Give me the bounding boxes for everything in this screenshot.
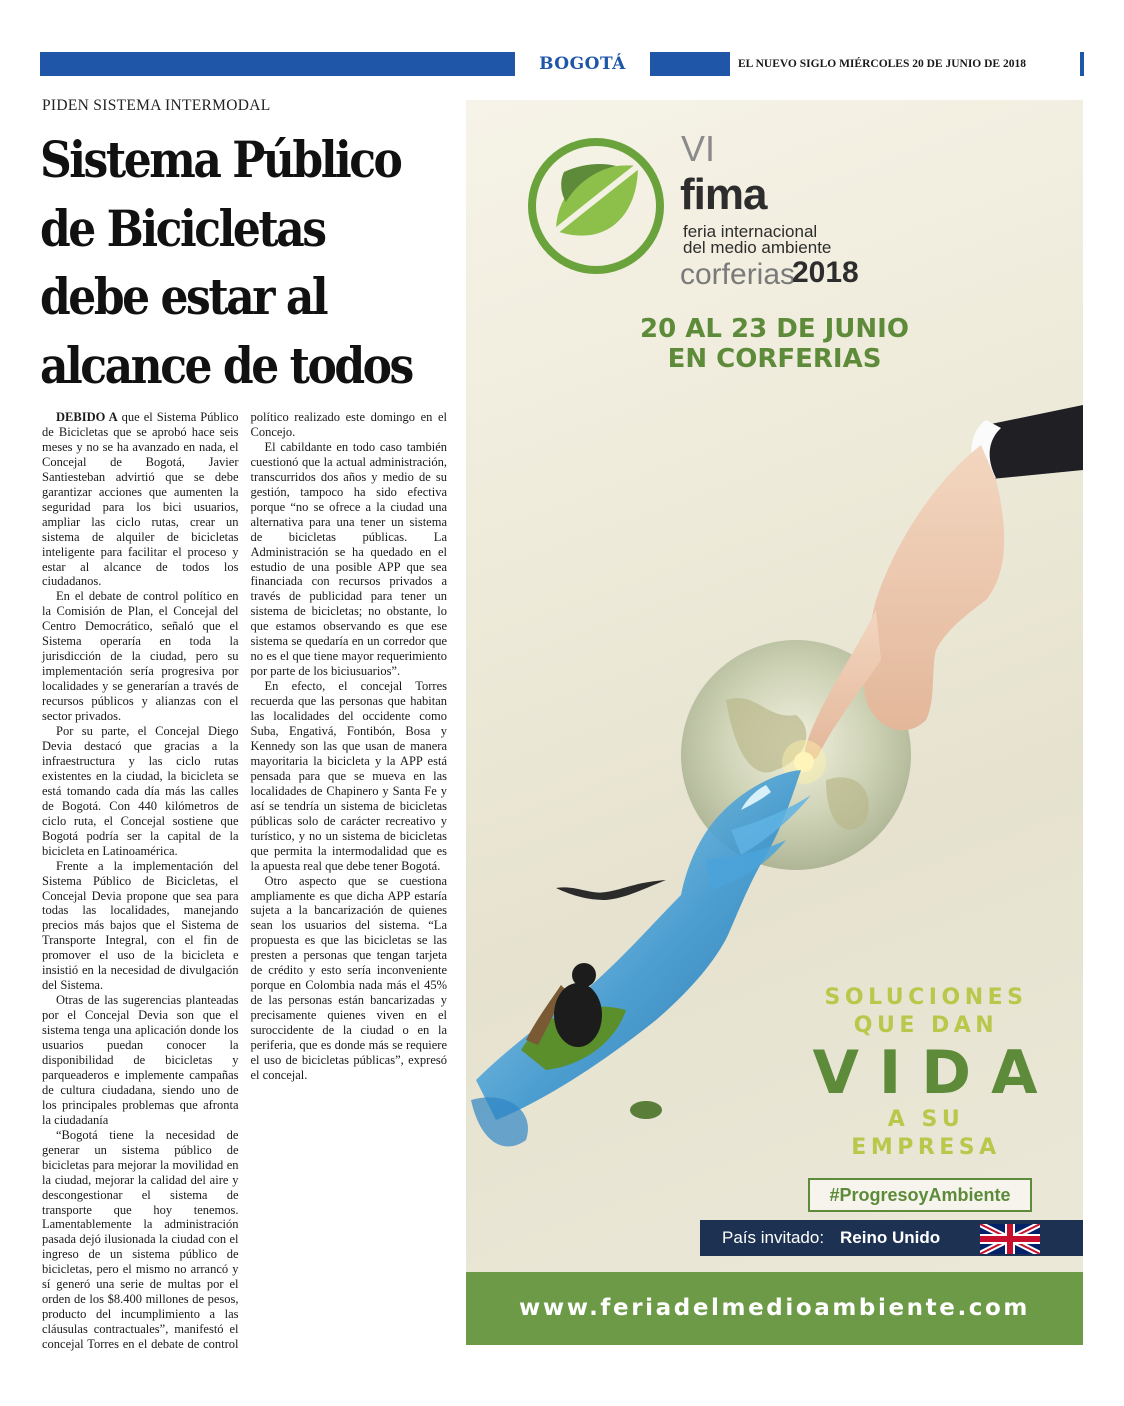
ad-organizer: corferias — [680, 258, 796, 291]
article-paragraph: Otro aspecto que se cuestiona ampliamente es que dicha APP estaría sujeta a la bancarización de quienes sean los usuarios del sistema. “La propuesta es que las bicicletas se las presten a personas que tengan tarjeta de crédito y esto sería inconveniente porque en Colombia nada más el 45% de las personas están bancarizadas y precisamente quienes viven en el suroccidente de la ciudad o en la periferia, que es donde más se requiere el uso de bicicletas públicas”, expresó el concejal. — [250, 873, 447, 1082]
article-paragraph: Por su parte, el Concejal Diego Devia destacó que gracias a la infraestructura y las ciclo rutas existentes en la ciudad, la bicicleta se está tomando cada día más las calles de Bogotá. Con 440 kilómetros de ciclo ruta, el Concejal sostiene que Bogotá podría ser la capital de la bicicleta en Latinoamérica. — [42, 724, 239, 858]
slogan-line: EMPRESA — [851, 1135, 1001, 1160]
guest-label: País invitado: — [722, 1228, 825, 1247]
ad-edition: VI — [681, 128, 716, 169]
guest-country-bar — [700, 1220, 1083, 1256]
ad-venue: EN CORFERIAS — [667, 344, 882, 374]
page-header-bar — [40, 52, 1084, 76]
headline-line: de Bicicletas — [40, 198, 325, 258]
headline-line: alcance de todos — [40, 335, 412, 395]
lead-words: DEBIDO A — [56, 410, 118, 424]
ad-url-bar — [466, 1272, 1083, 1345]
leaf-logo-icon — [526, 136, 666, 276]
ad-year: 2018 — [792, 256, 859, 289]
ad-slogan — [786, 984, 1066, 1162]
slogan-line: QUE DAN — [853, 1013, 999, 1038]
ad-tagline: del medio ambiente — [683, 238, 832, 257]
fima-advertisement — [466, 100, 1083, 1345]
slogan-line: A SU — [887, 1107, 965, 1132]
publication-date: MIÉRCOLES 20 DE JUNIO DE 2018 — [839, 58, 1026, 70]
article-paragraph: DEBIDO A que el Sistema Público de Bicicletas que se aprobó hace seis meses y no se ha avanzado en nada, el Concejal de Bogotá, Javier Santiesteban advirtió que se debe garantizar acciones que aumenten la seguridad para los bici usuarios, ampliar las ciclo rutas, crear un sistema de alquiler de bicicletas inteligente para facilitar el proceso y estar al alcance de todos los ciudadanos. — [42, 410, 239, 589]
page-number: 17A — [1048, 54, 1080, 73]
article-paragraph: “Bogotá tiene la necesidad de generar un sistema público de bicicletas para mejorar la movilidad en la ciudad, mejorar la calidad del aire y descongestionar el sistema de transporte que hoy tenemos. Lamentablemente la administración pasada dejó ilusionada la ciudad con el ingreso de un sistema público de bicicletas, pero el mismo no arrancó y sí generó una serie de multas por el orden de los $8.400 millones de pesos, producto del incumplimiento a las cláusulas contractuales”, manifestó el concejal Torres en el debate de control político realizado este domingo en el Concejo. — [42, 410, 447, 1352]
guest-country: Reino Unido — [840, 1228, 941, 1247]
uk-flag-icon — [980, 1224, 1040, 1254]
section-name: BOGOTÁ — [515, 52, 650, 76]
article-paragraph: Otras de las sugerencias planteadas por el Concejal Devia son que el sistema tenga una aplicación donde los usuarios puedan conocer la disponibilidad de bicicletas y parqueaderos e implemente campañas de cultura ciudadana, siendo uno de los principales problemas que afronta la ciudadanía — [42, 993, 239, 1127]
article-headline — [40, 126, 410, 400]
ad-tagline: feria internacional — [683, 222, 818, 241]
ad-brand: fima — [680, 170, 767, 219]
article-paragraph: El cabildante en todo caso también cuestionó que la actual administración, transcurridos dos años y medio de su gestión, tampoco ha sido efectiva porque “no se ofrece a la ciudad una alternativa para una tener un sistema de bicicletas públicas. La Administración se ha quedado en el estudio de una posible APP que sea financiada con recursos privados a través de publicidad para tener un sistema de bicicletas; no obstante, lo que estamos observando es que ese sistema se quedaría en un corredor que no es el que tiene mayor requerimiento por parte de los biciusuarios”. — [250, 439, 447, 679]
ad-url: www.feriadelmedioambiente.com — [519, 1295, 1030, 1321]
article-paragraph: Frente a la implementación del Sistema Público de Bicicletas, el Concejal Devia propone que sea para todas las localidades, manejando precios más bajos que el Sistema de Transporte Integral, con el fin de promover el uso de la bicicleta e insistió en la necesidad de divulgación del Sistema. — [42, 858, 239, 993]
article-kicker: PIDEN SISTEMA INTERMODAL — [42, 97, 271, 114]
publication-name: EL NUEVO SIGLO — [738, 58, 837, 70]
headline-line: Sistema Público — [40, 130, 401, 189]
ad-hashtag: #ProgresoyAmbiente — [808, 1178, 1032, 1212]
headline-line: debe estar al — [40, 267, 327, 326]
article-paragraph: En efecto, el concejal Torres recuerda que las personas que habitan las localidades del occidente como Suba, Engativá, Fontibón, Bosa y Kennedy son las que usan de manera mayoritaria la bicicleta y la APP está pensada para que se mueva en las localidades de Chapinero y Santa Fe y así se tendría un sistema de bicicletas públicas solo de carácter recreativo y turístico, y no un sistema de bicicletas que permita la intermodalidad que es la apuesta real que debe tener Bogotá. — [250, 679, 447, 873]
article-paragraph: En el debate de control político en la Comisión de Plan, el Concejal del Centro Democrático, señaló que el Sistema operaría en toda la jurisdicción de la ciudad, pero su implementación sería progresiva por localidades y se generarían a través de recursos públicos y alianzas con el sector privados. — [42, 589, 239, 724]
publication-info — [730, 52, 1080, 76]
article-body — [42, 410, 447, 1355]
slogan-line: SOLUCIONES — [824, 985, 1028, 1010]
slogan-emphasis: VIDA — [812, 1038, 1058, 1108]
ad-dates: 20 AL 23 DE JUNIO — [640, 314, 909, 344]
